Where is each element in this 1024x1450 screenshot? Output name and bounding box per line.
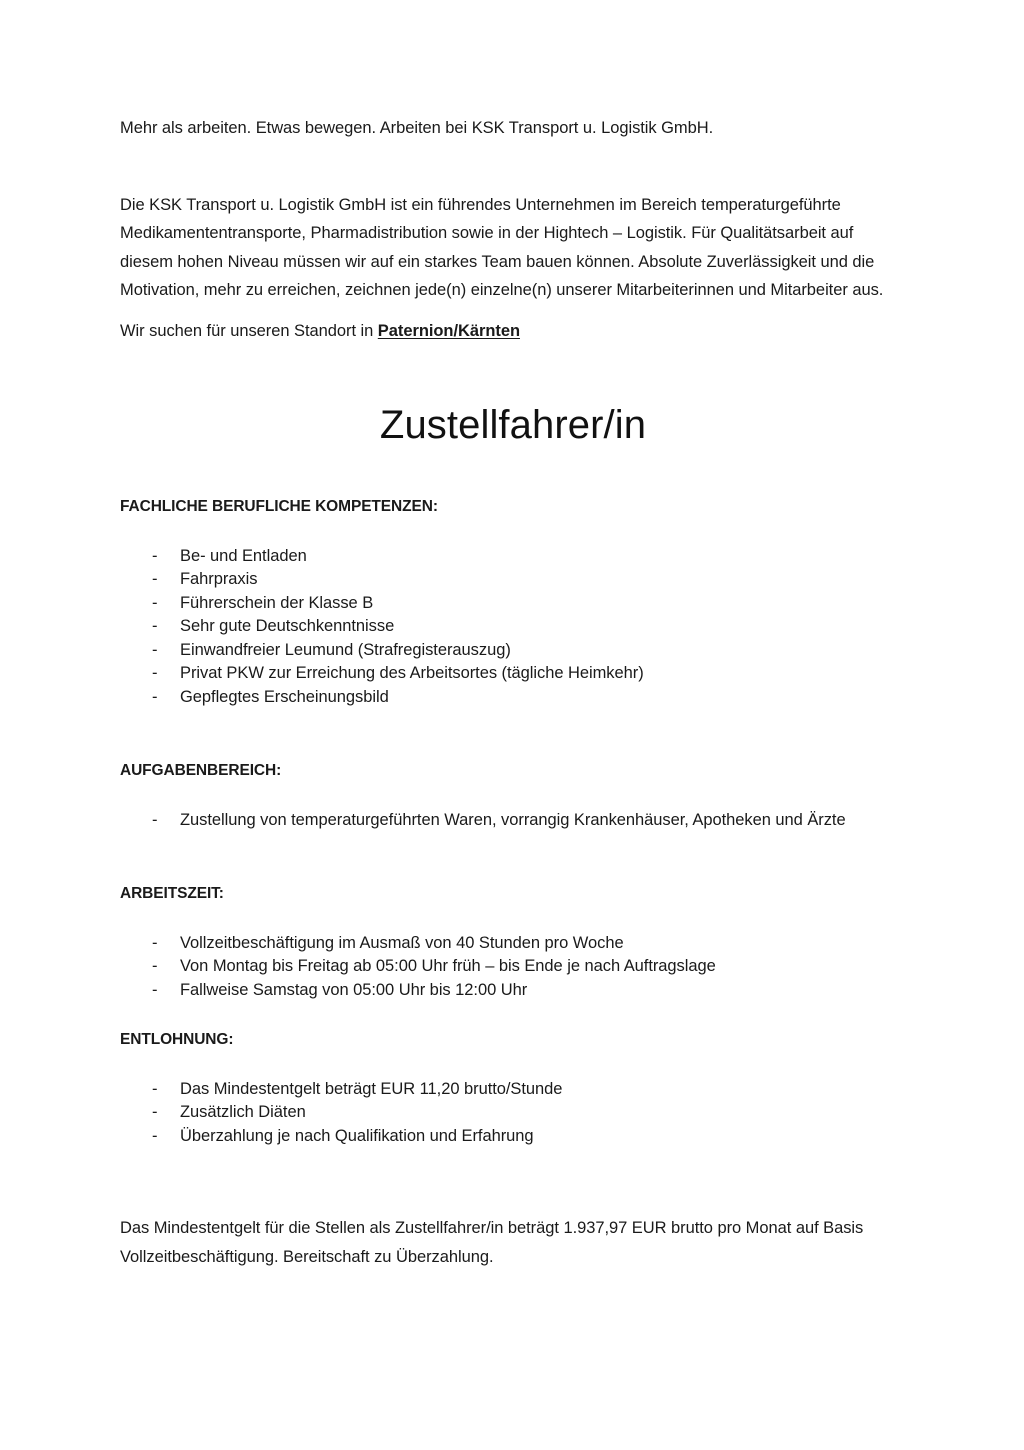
list-item-label: Führerschein der Klasse B: [180, 593, 374, 612]
dash-bullet-icon: -: [152, 980, 158, 999]
list-item: [120, 1101, 906, 1125]
list-item: [120, 1078, 906, 1102]
dash-bullet-icon: -: [152, 1079, 158, 1098]
dash-bullet-icon: -: [152, 933, 158, 952]
list-kompetenzen: [120, 545, 906, 710]
closing-paragraph: Das Mindestentgelt für die Stellen als Zustellfahrer/in beträgt 1.937,97 EUR brutto pro Monat auf Basis Vollzeitbeschäftigung. Bereitschaft zu Überzahlung.: [120, 1219, 864, 1266]
dash-bullet-icon: -: [152, 593, 158, 612]
location-line: [120, 323, 906, 340]
section-heading-aufgabenbereich: AUFGABENBEREICH:: [120, 762, 282, 779]
list-aufgabenbereich: [120, 809, 906, 833]
list-item-label: Be- und Entladen: [180, 546, 307, 565]
list-item-label: Privat PKW zur Erreichung des Arbeitsortes (tägliche Heimkehr): [180, 664, 644, 682]
list-item-label: Einwandfreier Leumund (Strafregisterauszug): [180, 640, 511, 659]
dash-bullet-icon: -: [152, 957, 158, 975]
spacer: [120, 1048, 906, 1078]
list-item-label: Überzahlung je nach Qualifikation und Erfahrung: [180, 1126, 534, 1145]
spacer: [120, 1202, 906, 1214]
list-item: [120, 545, 906, 569]
list-item: [120, 932, 906, 956]
dash-bullet-icon: -: [152, 1103, 158, 1121]
spacer: [120, 832, 906, 886]
dash-bullet-icon: -: [152, 1126, 158, 1145]
location-name-text: Paternion/Kärnten: [377, 321, 520, 340]
dash-bullet-icon: -: [152, 687, 158, 706]
list-item: [120, 615, 906, 639]
job-title-heading: Zustellfahrer/in: [379, 403, 647, 447]
list-entlohnung: [120, 1078, 906, 1149]
dash-bullet-icon: -: [152, 810, 158, 829]
list-item: [120, 955, 906, 979]
spacer: [120, 902, 906, 932]
tagline-text: Mehr als arbeiten. Etwas bewegen. Arbeiten bei KSK Transport u. Logistik GmbH.: [120, 119, 714, 137]
list-item-label: Von Montag bis Freitag ab 05:00 Uhr früh – bis Ende je nach Auftragslage: [180, 957, 716, 975]
spacer: [120, 445, 906, 499]
list-item-label: Fallweise Samstag von 05:00 Uhr bis 12:00 Uhr: [180, 980, 528, 999]
spacer: [120, 709, 906, 763]
list-item: [120, 809, 906, 833]
spacer: [120, 515, 906, 545]
dash-bullet-icon: -: [152, 617, 158, 635]
location-prefix-text: Wir suchen für unseren Standort in: [120, 321, 378, 340]
list-item: [120, 1125, 906, 1149]
section-heading-entlohnung: ENTLOHNUNG:: [120, 1031, 234, 1048]
spacer: [120, 339, 906, 393]
list-item-label: Vollzeitbeschäftigung im Ausmaß von 40 Stunden pro Woche: [180, 933, 624, 952]
spacer: [120, 305, 906, 323]
section-heading-kompetenzen: FACHLICHE BERUFLICHE KOMPETENZEN:: [120, 498, 438, 515]
dash-bullet-icon: -: [152, 570, 158, 588]
list-item-label: Sehr gute Deutschkenntnisse: [180, 617, 395, 635]
spacer: [120, 137, 906, 191]
company-description-paragraph: Die KSK Transport u. Logistik GmbH ist ein führendes Unternehmen im Bereich temperaturgeführte Medikamententransporte, Pharmadistribution sowie in der Hightech – Logistik. Für Qualitätsarbeit auf diesem hohen Niveau müssen wir auf ein starkes Team bauen können. Absolute Zuverlässigkeit und die Motivation, mehr zu erreichen, zeichnen jede(n) einzelne(n) unserer Mitarbeiterinnen und Mitarbeiter aus.: [120, 195, 884, 299]
list-item: [120, 639, 906, 663]
list-arbeitszeit: [120, 932, 906, 1003]
list-item-label: Das Mindestentgelt beträgt EUR 11,20 brutto/Stunde: [180, 1079, 563, 1098]
spacer: [120, 779, 906, 809]
dash-bullet-icon: -: [152, 664, 158, 682]
document-content: [120, 120, 906, 1271]
list-item: [120, 662, 906, 686]
list-item-label: Zustellung von temperaturgeführten Waren, vorrangig Krankenhäuser, Apotheken und Ärzte: [180, 810, 846, 829]
list-item: [120, 568, 906, 592]
list-item-label: Gepflegtes Erscheinungsbild: [180, 687, 389, 706]
list-item-label: Fahrpraxis: [180, 570, 258, 588]
list-item: [120, 979, 906, 1003]
dash-bullet-icon: -: [152, 640, 158, 659]
spacer: [120, 1002, 906, 1032]
dash-bullet-icon: -: [152, 546, 158, 565]
spacer: [120, 1148, 906, 1202]
list-item-label: Zusätzlich Diäten: [180, 1103, 306, 1121]
list-item: [120, 686, 906, 710]
section-heading-arbeitszeit: ARBEITSZEIT:: [120, 885, 224, 902]
list-item: [120, 592, 906, 616]
